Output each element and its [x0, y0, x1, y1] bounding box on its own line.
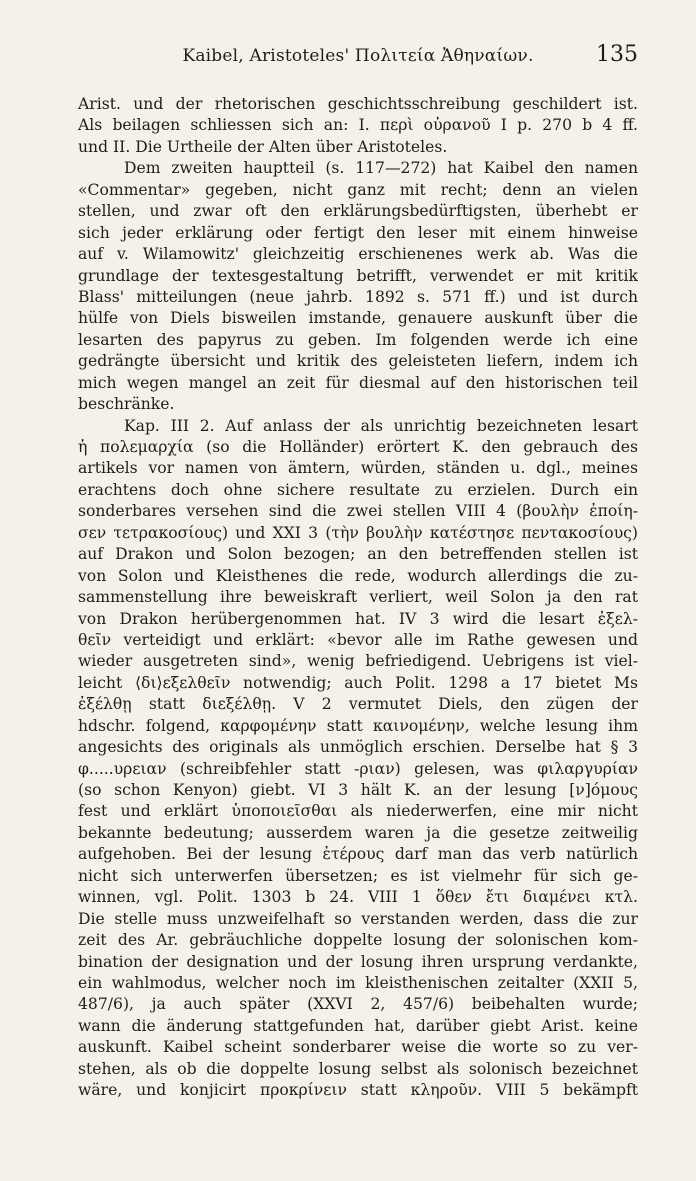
text-line: ἡ πολεμαρχία (so die Holländer) erörtert K. den gebrauch des — [78, 438, 638, 456]
text-line: hdschr. folgend, καρφομένην statt καινομένην, welche lesung ihm — [78, 716, 638, 735]
text-line: hülfe von Diels bisweilen imstande, genauere auskunft über die — [78, 309, 638, 328]
text-line: grundlage der textesgestaltung betrifft, verwendet er mit kritik — [78, 266, 638, 285]
text-line: sich jeder erklärung oder fertigt den leser mit einem hinweise — [78, 223, 638, 242]
text-line: σεν τετρακοσίους) und XXI 3 (τὴν βουλὴν κατέστησε πεντακοσίους) — [78, 523, 638, 542]
text-line: stellen, und zwar oft den erklärungsbedürftigsten, überhebt er — [78, 202, 638, 221]
text-line: sammenstellung ihre beweiskraft verliert, weil Solon ja den rat — [78, 588, 638, 607]
text-line: wäre, und konjicirt προκρίνειν statt κληροῦν. VIII 5 bekämpft — [78, 1081, 638, 1100]
text-line: wieder ausgetreten sind», wenig befriedigend. Uebrigens ist viel- — [78, 652, 638, 671]
text-line: von Solon und Kleisthenes die rede, wodurch allerdings die zu- — [78, 566, 638, 585]
text-line: Als beilagen schliessen sich an: I. περὶ οὐρανοῦ I p. 270 b 4 ff. — [78, 116, 638, 135]
text-line: Dem zweiten hauptteil (s. 117—272) hat Kaibel den namen — [124, 159, 638, 178]
text-line: θεῖν verteidigt und erklärt: «bevor alle im Rathe gewesen und — [78, 630, 638, 649]
text-line: auf Drakon und Solon bezogen; an den betreffenden stellen ist — [78, 545, 638, 564]
text-line: Arist. und der rhetorischen geschichtsschreibung geschildert ist. — [78, 95, 638, 113]
text-line: winnen, vgl. Polit. 1303 b 24. VIII 1 ὅθεν ἔτι διαμένει κτλ. — [78, 888, 638, 907]
text-line: bekannte bedeutung; ausserdem waren ja die gesetze zeitweilig — [78, 823, 638, 842]
text-line: Kap. III 2. Auf anlass der als unrichtig bezeichneten lesart — [124, 416, 638, 435]
text-line: (so schon Kenyon) giebt. VI 3 hält K. an der lesung [ν]όμους — [78, 781, 638, 799]
page-header — [78, 42, 638, 72]
text-line: artikels vor namen von ämtern, würden, ständen u. dgl., meines — [78, 459, 638, 478]
text-line: zeit des Ar. gebräuchliche doppelte losung der solonischen kom- — [78, 931, 638, 950]
text-line: auskunft. Kaibel scheint sonderbarer weise die worte so zu ver- — [78, 1038, 638, 1057]
text-line: gedrängte übersicht und kritik des geleisteten liefern, indem ich — [78, 352, 638, 371]
text-line: ein wahlmodus, welcher noch im kleisthenischen zeitalter (XXII 5, — [78, 973, 638, 992]
text-line: ἐξέλθῃ statt διεξέλθῃ. V 2 vermutet Diels, den zügen der — [78, 695, 638, 714]
text-line: fest und erklärt ὑποποιεῖσθαι als niederwerfen, eine mir nicht — [78, 802, 638, 821]
text-line: stehen, als ob die doppelte losung selbst als solonisch bezeichnet — [78, 1059, 638, 1078]
text-line: auf v. Wilamowitz' gleichzeitig erschienenes werk ab. Was die — [78, 245, 638, 264]
text-line: und II. Die Urtheile der Alten über Aristoteles. — [78, 137, 448, 156]
text-line: bination der designation und der losung ihren ursprung verdankte, — [78, 952, 638, 971]
text-line: nicht sich unterwerfen übersetzen; es ist vielmehr für sich ge- — [78, 866, 638, 885]
text-line: leicht ⟨δι⟩εξελθεῖν notwendig; auch Polit. 1298 a 17 bietet Ms — [78, 673, 638, 692]
text-line: mich wegen mangel an zeit für diesmal auf den historischen teil — [78, 373, 638, 392]
text-line: von Drakon herübergenommen hat. IV 3 wird die lesart ἐξελ- — [78, 609, 638, 628]
text-line: «Commentar» gegeben, nicht ganz mit recht; denn an vielen — [78, 180, 638, 199]
text-line: wann die änderung stattgefunden hat, darüber giebt Arist. keine — [78, 1016, 638, 1035]
text-line: aufgehoben. Bei der lesung ἑτέρους darf man das verb natürlich — [78, 845, 638, 864]
running-head: Kaibel, Aristoteles' Πολιτεία Ἀθηναίων. — [182, 46, 534, 66]
page-number: 135 — [596, 42, 638, 67]
text-line: erachtens doch ohne sichere resultate zu erzielen. Durch ein — [78, 480, 638, 499]
text-line: beschränke. — [78, 395, 175, 414]
text-line: angesichts des originals als unmöglich erschien. Derselbe hat § 3 — [78, 738, 638, 757]
text-line: Blass' mitteilungen (neue jahrb. 1892 s. 571 ff.) und ist durch — [78, 287, 638, 306]
text-line: φ.....υρειαν (schreibfehler statt -ριαν) gelesen, was φιλαργυρίαν — [78, 759, 638, 778]
text-line: Die stelle muss unzweifelhaft so verstanden werden, dass die zur — [78, 909, 638, 928]
body-text — [78, 94, 638, 1102]
text-line: 487/6), ja auch später (XXVI 2, 457/6) beibehalten wurde; — [78, 995, 638, 1014]
text-line: lesarten des papyrus zu geben. Im folgenden werde ich eine — [78, 330, 638, 349]
text-line: sonderbares versehen sind die zwei stellen VIII 4 (βουλὴν ἐποίη- — [78, 502, 638, 521]
